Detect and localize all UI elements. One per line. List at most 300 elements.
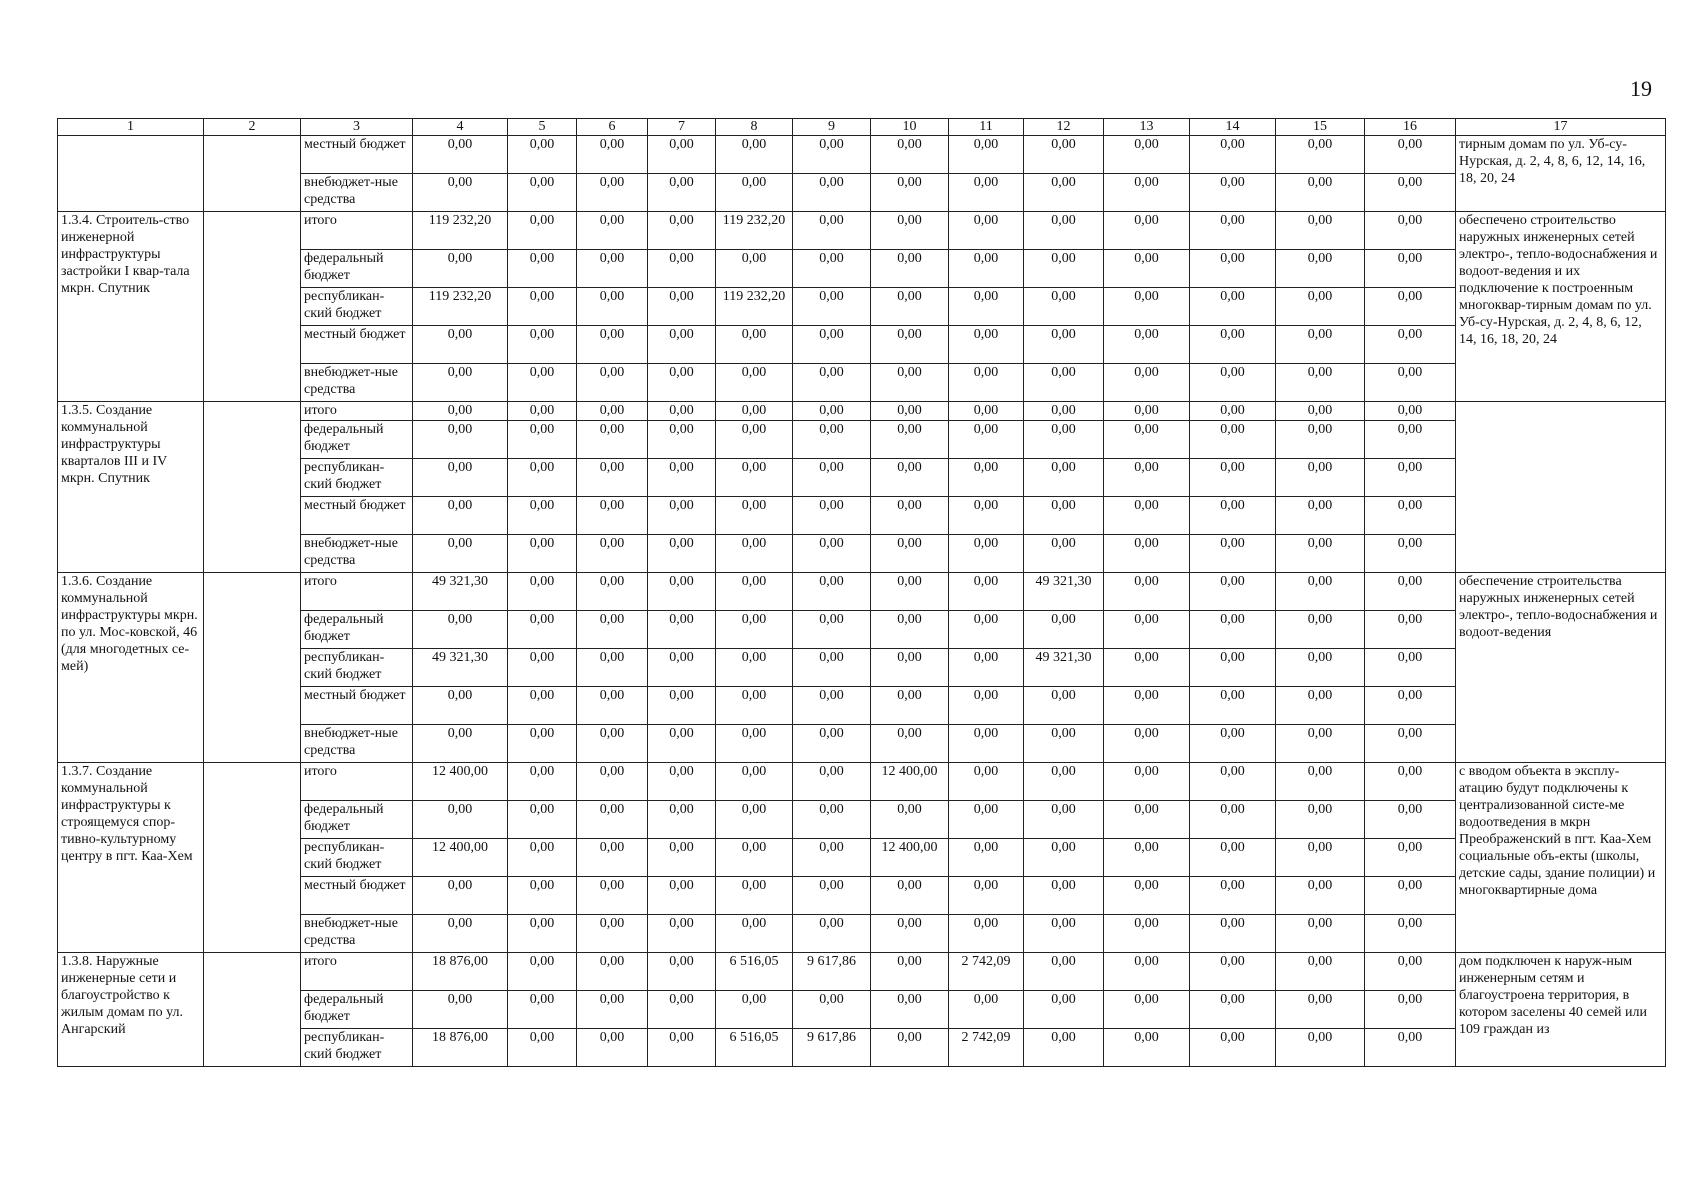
value-cell: 0,00 [508, 174, 577, 212]
value-cell: 0,00 [1190, 497, 1276, 535]
value-cell: 6 516,05 [716, 1029, 793, 1067]
value-cell: 0,00 [648, 763, 716, 801]
value-cell: 0,00 [648, 174, 716, 212]
value-cell: 0,00 [1104, 1029, 1190, 1067]
value-cell: 0,00 [413, 250, 508, 288]
column-header: 12 [1024, 119, 1104, 136]
value-cell: 0,00 [1104, 915, 1190, 953]
value-cell: 0,00 [648, 212, 716, 250]
value-cell: 0,00 [949, 288, 1024, 326]
budget-table [57, 118, 1666, 1067]
value-cell: 0,00 [648, 402, 716, 421]
value-cell: 0,00 [793, 839, 871, 877]
value-cell: 0,00 [1190, 877, 1276, 915]
value-cell: 0,00 [949, 212, 1024, 250]
executor-cell [204, 953, 301, 1067]
column-header: 15 [1276, 119, 1365, 136]
value-cell: 0,00 [871, 1029, 949, 1067]
value-cell: 0,00 [577, 212, 648, 250]
value-cell: 0,00 [413, 725, 508, 763]
value-cell: 0,00 [1190, 991, 1276, 1029]
value-cell: 0,00 [1190, 763, 1276, 801]
value-cell: 0,00 [508, 725, 577, 763]
value-cell: 12 400,00 [413, 839, 508, 877]
column-header: 1 [58, 119, 204, 136]
table-row [58, 573, 1666, 611]
value-cell: 0,00 [508, 288, 577, 326]
value-cell: 0,00 [793, 174, 871, 212]
value-cell: 0,00 [508, 763, 577, 801]
table-row [58, 953, 1666, 991]
value-cell: 0,00 [577, 421, 648, 459]
value-cell: 0,00 [1104, 364, 1190, 402]
value-cell: 0,00 [648, 839, 716, 877]
table-row [58, 763, 1666, 801]
value-cell: 0,00 [1365, 364, 1456, 402]
funding-source: республикан-ский бюджет [301, 288, 413, 326]
value-cell: 0,00 [577, 497, 648, 535]
value-cell: 0,00 [508, 801, 577, 839]
value-cell: 0,00 [793, 535, 871, 573]
value-cell: 0,00 [1190, 402, 1276, 421]
value-cell: 0,00 [1365, 421, 1456, 459]
value-cell: 0,00 [716, 611, 793, 649]
value-cell: 0,00 [1104, 326, 1190, 364]
value-cell: 0,00 [871, 364, 949, 402]
value-cell: 0,00 [577, 364, 648, 402]
column-header: 16 [1365, 119, 1456, 136]
column-header: 10 [871, 119, 949, 136]
value-cell: 0,00 [648, 915, 716, 953]
funding-source: внебюджет-ные средства [301, 364, 413, 402]
value-cell: 0,00 [793, 459, 871, 497]
value-cell: 0,00 [949, 649, 1024, 687]
value-cell: 2 742,09 [949, 1029, 1024, 1067]
value-cell: 0,00 [1024, 364, 1104, 402]
value-cell: 0,00 [508, 535, 577, 573]
value-cell: 0,00 [716, 421, 793, 459]
value-cell: 0,00 [1276, 573, 1365, 611]
value-cell: 0,00 [508, 364, 577, 402]
value-cell: 0,00 [577, 250, 648, 288]
value-cell: 0,00 [508, 1029, 577, 1067]
value-cell: 0,00 [949, 250, 1024, 288]
value-cell: 0,00 [793, 364, 871, 402]
value-cell: 0,00 [793, 250, 871, 288]
value-cell: 0,00 [1276, 250, 1365, 288]
funding-source: итого [301, 953, 413, 991]
value-cell: 0,00 [1190, 801, 1276, 839]
value-cell: 0,00 [508, 497, 577, 535]
value-cell: 0,00 [871, 687, 949, 725]
value-cell: 0,00 [716, 497, 793, 535]
value-cell: 0,00 [1190, 288, 1276, 326]
table-row [58, 402, 1666, 421]
column-header: 6 [577, 119, 648, 136]
value-cell: 0,00 [508, 326, 577, 364]
value-cell: 0,00 [413, 611, 508, 649]
value-cell: 0,00 [716, 364, 793, 402]
executor-cell [204, 136, 301, 212]
value-cell: 0,00 [716, 250, 793, 288]
value-cell: 0,00 [413, 326, 508, 364]
value-cell: 0,00 [648, 953, 716, 991]
value-cell: 0,00 [577, 991, 648, 1029]
value-cell: 0,00 [1276, 877, 1365, 915]
value-cell: 0,00 [1276, 364, 1365, 402]
value-cell: 0,00 [1024, 535, 1104, 573]
value-cell: 0,00 [1190, 953, 1276, 991]
funding-source: итого [301, 573, 413, 611]
value-cell: 0,00 [1276, 136, 1365, 174]
value-cell: 0,00 [1104, 687, 1190, 725]
value-cell: 0,00 [648, 991, 716, 1029]
value-cell: 0,00 [1190, 687, 1276, 725]
value-cell: 0,00 [1365, 801, 1456, 839]
funding-source: внебюджет-ные средства [301, 174, 413, 212]
value-cell: 18 876,00 [413, 953, 508, 991]
value-cell: 0,00 [949, 839, 1024, 877]
value-cell: 0,00 [871, 953, 949, 991]
value-cell: 0,00 [949, 402, 1024, 421]
value-cell: 0,00 [871, 421, 949, 459]
value-cell: 0,00 [1365, 250, 1456, 288]
value-cell: 0,00 [1104, 953, 1190, 991]
value-cell: 0,00 [871, 573, 949, 611]
value-cell: 0,00 [871, 725, 949, 763]
value-cell: 0,00 [1024, 174, 1104, 212]
value-cell: 0,00 [1276, 649, 1365, 687]
funding-source: местный бюджет [301, 877, 413, 915]
table-header [58, 119, 1666, 136]
value-cell: 0,00 [1104, 535, 1190, 573]
value-cell: 0,00 [413, 136, 508, 174]
value-cell: 0,00 [577, 611, 648, 649]
activity-name: 1.3.4. Строитель-ство инженерной инфраструктуры застройки I квар-тала мкрн. Спутник [58, 212, 204, 402]
executor-cell [204, 402, 301, 573]
value-cell: 0,00 [577, 402, 648, 421]
funding-source: внебюджет-ные средства [301, 915, 413, 953]
funding-source: федеральный бюджет [301, 801, 413, 839]
funding-source: местный бюджет [301, 497, 413, 535]
value-cell: 0,00 [1024, 288, 1104, 326]
value-cell: 18 876,00 [413, 1029, 508, 1067]
value-cell: 0,00 [1276, 288, 1365, 326]
column-header: 7 [648, 119, 716, 136]
value-cell: 0,00 [508, 649, 577, 687]
value-cell: 0,00 [1190, 839, 1276, 877]
value-cell: 0,00 [793, 573, 871, 611]
value-cell: 0,00 [1276, 763, 1365, 801]
funding-source: федеральный бюджет [301, 991, 413, 1029]
value-cell: 0,00 [871, 288, 949, 326]
column-header: 13 [1104, 119, 1190, 136]
value-cell: 0,00 [793, 877, 871, 915]
value-cell: 0,00 [1104, 459, 1190, 497]
value-cell: 0,00 [716, 915, 793, 953]
value-cell: 0,00 [949, 611, 1024, 649]
value-cell: 0,00 [1365, 459, 1456, 497]
value-cell: 0,00 [1190, 649, 1276, 687]
value-cell: 0,00 [1190, 250, 1276, 288]
value-cell: 0,00 [413, 402, 508, 421]
value-cell: 0,00 [1365, 839, 1456, 877]
value-cell: 0,00 [1365, 953, 1456, 991]
value-cell: 0,00 [1024, 801, 1104, 839]
value-cell: 0,00 [1276, 212, 1365, 250]
value-cell: 0,00 [871, 649, 949, 687]
value-cell: 0,00 [716, 326, 793, 364]
value-cell: 0,00 [1365, 573, 1456, 611]
activity-name: 1.3.5. Создание коммунальной инфраструктуры кварталов III и IV мкрн. Спутник [58, 402, 204, 573]
value-cell: 0,00 [1024, 991, 1104, 1029]
value-cell: 0,00 [1104, 725, 1190, 763]
value-cell: 0,00 [648, 1029, 716, 1067]
value-cell: 2 742,09 [949, 953, 1024, 991]
value-cell: 0,00 [1104, 649, 1190, 687]
value-cell: 9 617,86 [793, 1029, 871, 1067]
value-cell: 0,00 [1190, 326, 1276, 364]
value-cell: 0,00 [1365, 212, 1456, 250]
column-header: 11 [949, 119, 1024, 136]
value-cell: 0,00 [648, 535, 716, 573]
funding-source: внебюджет-ные средства [301, 725, 413, 763]
value-cell: 6 516,05 [716, 953, 793, 991]
value-cell: 0,00 [1024, 1029, 1104, 1067]
value-cell: 0,00 [793, 402, 871, 421]
value-cell: 0,00 [413, 421, 508, 459]
value-cell: 0,00 [1365, 174, 1456, 212]
value-cell: 0,00 [1276, 326, 1365, 364]
value-cell: 0,00 [1024, 497, 1104, 535]
value-cell: 0,00 [648, 326, 716, 364]
value-cell: 0,00 [1190, 364, 1276, 402]
value-cell: 0,00 [716, 136, 793, 174]
funding-source: местный бюджет [301, 136, 413, 174]
value-cell: 0,00 [648, 288, 716, 326]
value-cell: 0,00 [1276, 991, 1365, 1029]
value-cell: 0,00 [1365, 991, 1456, 1029]
value-cell: 0,00 [577, 174, 648, 212]
value-cell: 0,00 [793, 725, 871, 763]
value-cell: 119 232,20 [716, 288, 793, 326]
value-cell: 0,00 [1276, 459, 1365, 497]
value-cell: 0,00 [716, 573, 793, 611]
value-cell: 0,00 [1365, 326, 1456, 364]
value-cell: 0,00 [508, 573, 577, 611]
value-cell: 0,00 [1365, 915, 1456, 953]
value-cell: 0,00 [871, 402, 949, 421]
funding-source: республикан-ский бюджет [301, 649, 413, 687]
table-body [58, 136, 1666, 1067]
value-cell: 0,00 [1024, 763, 1104, 801]
value-cell: 0,00 [1276, 421, 1365, 459]
funding-source: республикан-ский бюджет [301, 1029, 413, 1067]
value-cell: 0,00 [1190, 573, 1276, 611]
value-cell: 0,00 [1190, 174, 1276, 212]
column-header: 17 [1456, 119, 1666, 136]
value-cell: 119 232,20 [413, 288, 508, 326]
value-cell: 0,00 [871, 991, 949, 1029]
value-cell: 0,00 [577, 915, 648, 953]
value-cell: 0,00 [1024, 136, 1104, 174]
value-cell: 0,00 [1104, 877, 1190, 915]
value-cell: 0,00 [1365, 535, 1456, 573]
value-cell: 0,00 [413, 364, 508, 402]
value-cell: 0,00 [508, 250, 577, 288]
value-cell: 0,00 [1276, 839, 1365, 877]
value-cell: 49 321,30 [413, 573, 508, 611]
value-cell: 0,00 [648, 573, 716, 611]
value-cell: 0,00 [871, 915, 949, 953]
value-cell: 0,00 [871, 136, 949, 174]
value-cell: 0,00 [793, 136, 871, 174]
value-cell: 0,00 [1024, 611, 1104, 649]
value-cell: 0,00 [949, 136, 1024, 174]
value-cell: 0,00 [793, 421, 871, 459]
value-cell: 0,00 [508, 136, 577, 174]
value-cell: 0,00 [1365, 725, 1456, 763]
value-cell: 0,00 [1276, 953, 1365, 991]
value-cell: 0,00 [1365, 1029, 1456, 1067]
value-cell: 0,00 [793, 915, 871, 953]
value-cell: 49 321,30 [413, 649, 508, 687]
value-cell: 0,00 [1104, 136, 1190, 174]
value-cell: 0,00 [577, 725, 648, 763]
value-cell: 0,00 [508, 212, 577, 250]
activity-name: 1.3.6. Создание коммунальной инфраструктуры мкрн. по ул. Мос-ковской, 46 (для многодетных се-мей) [58, 573, 204, 763]
value-cell: 0,00 [577, 687, 648, 725]
value-cell: 0,00 [577, 535, 648, 573]
value-cell: 0,00 [716, 649, 793, 687]
value-cell: 0,00 [1190, 535, 1276, 573]
value-cell: 0,00 [1024, 459, 1104, 497]
column-header: 2 [204, 119, 301, 136]
value-cell: 0,00 [413, 174, 508, 212]
value-cell: 0,00 [577, 953, 648, 991]
value-cell: 49 321,30 [1024, 649, 1104, 687]
funding-source: федеральный бюджет [301, 421, 413, 459]
value-cell: 0,00 [1190, 725, 1276, 763]
table-row [58, 136, 1666, 174]
value-cell: 0,00 [1365, 611, 1456, 649]
value-cell: 0,00 [716, 801, 793, 839]
value-cell: 0,00 [1104, 763, 1190, 801]
value-cell: 0,00 [1104, 174, 1190, 212]
value-cell: 0,00 [1276, 725, 1365, 763]
value-cell: 0,00 [793, 497, 871, 535]
value-cell: 0,00 [1365, 649, 1456, 687]
value-cell: 0,00 [1104, 611, 1190, 649]
value-cell: 0,00 [508, 915, 577, 953]
value-cell: 0,00 [1024, 915, 1104, 953]
value-cell: 0,00 [949, 687, 1024, 725]
value-cell: 0,00 [1024, 421, 1104, 459]
value-cell: 0,00 [577, 326, 648, 364]
value-cell: 0,00 [1365, 136, 1456, 174]
value-cell: 0,00 [648, 725, 716, 763]
column-header: 14 [1190, 119, 1276, 136]
value-cell: 0,00 [1276, 174, 1365, 212]
value-cell: 0,00 [413, 877, 508, 915]
funding-source: итого [301, 212, 413, 250]
value-cell: 0,00 [508, 421, 577, 459]
value-cell: 0,00 [949, 421, 1024, 459]
value-cell: 0,00 [949, 573, 1024, 611]
value-cell: 0,00 [1365, 687, 1456, 725]
value-cell: 0,00 [1276, 687, 1365, 725]
value-cell: 12 400,00 [871, 763, 949, 801]
table-row [58, 212, 1666, 250]
funding-source: республикан-ский бюджет [301, 459, 413, 497]
value-cell: 0,00 [871, 535, 949, 573]
value-cell: 0,00 [949, 326, 1024, 364]
value-cell: 0,00 [1104, 497, 1190, 535]
value-cell: 0,00 [1190, 915, 1276, 953]
value-cell: 0,00 [1024, 402, 1104, 421]
value-cell: 0,00 [1024, 326, 1104, 364]
value-cell: 0,00 [793, 212, 871, 250]
value-cell: 0,00 [508, 611, 577, 649]
value-cell: 0,00 [1190, 136, 1276, 174]
value-cell: 0,00 [1024, 839, 1104, 877]
value-cell: 0,00 [949, 763, 1024, 801]
value-cell: 0,00 [716, 402, 793, 421]
value-cell: 0,00 [716, 991, 793, 1029]
value-cell: 0,00 [648, 801, 716, 839]
expected-result: тирным домам по ул. Уб-су-Нурская, д. 2, 4, 8, 6, 12, 14, 16, 18, 20, 24 [1456, 136, 1666, 212]
value-cell: 0,00 [949, 991, 1024, 1029]
value-cell: 0,00 [949, 364, 1024, 402]
activity-name: 1.3.8. Наружные инженерные сети и благоустройство к жилым домам по ул. Ангарский [58, 953, 204, 1067]
value-cell: 0,00 [871, 174, 949, 212]
value-cell: 0,00 [648, 136, 716, 174]
value-cell: 0,00 [793, 687, 871, 725]
value-cell: 0,00 [577, 801, 648, 839]
value-cell: 0,00 [716, 839, 793, 877]
column-header: 5 [508, 119, 577, 136]
value-cell: 0,00 [1365, 877, 1456, 915]
value-cell: 0,00 [1104, 839, 1190, 877]
value-cell: 119 232,20 [413, 212, 508, 250]
value-cell: 0,00 [1024, 212, 1104, 250]
funding-source: местный бюджет [301, 687, 413, 725]
value-cell: 0,00 [577, 1029, 648, 1067]
value-cell: 0,00 [1104, 573, 1190, 611]
value-cell: 0,00 [949, 497, 1024, 535]
value-cell: 0,00 [577, 459, 648, 497]
column-header: 3 [301, 119, 413, 136]
value-cell: 0,00 [648, 421, 716, 459]
value-cell: 0,00 [413, 687, 508, 725]
value-cell: 0,00 [648, 649, 716, 687]
value-cell: 0,00 [577, 763, 648, 801]
funding-source: федеральный бюджет [301, 611, 413, 649]
value-cell: 0,00 [1276, 497, 1365, 535]
value-cell: 0,00 [413, 915, 508, 953]
value-cell: 0,00 [871, 801, 949, 839]
value-cell: 0,00 [648, 877, 716, 915]
value-cell: 0,00 [1276, 1029, 1365, 1067]
funding-source: итого [301, 402, 413, 421]
value-cell: 0,00 [577, 288, 648, 326]
value-cell: 0,00 [1104, 288, 1190, 326]
value-cell: 0,00 [1276, 801, 1365, 839]
value-cell: 0,00 [949, 915, 1024, 953]
value-cell: 0,00 [508, 402, 577, 421]
value-cell: 0,00 [508, 687, 577, 725]
value-cell: 0,00 [716, 459, 793, 497]
